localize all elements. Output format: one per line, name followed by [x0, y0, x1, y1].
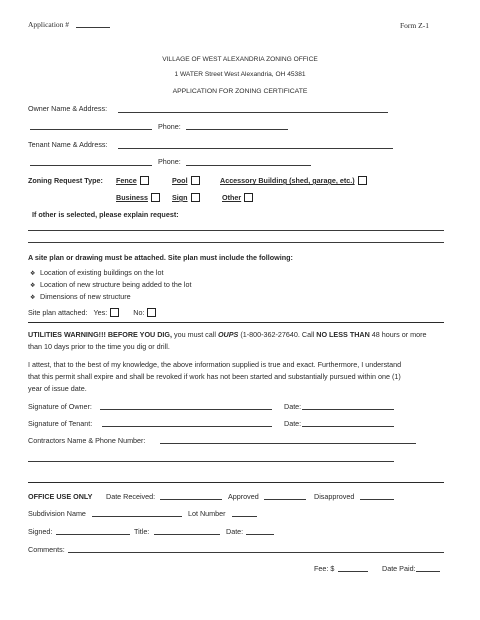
- contractor-label: Contractors Name & Phone Number:: [28, 436, 146, 445]
- page-title: APPLICATION FOR ZONING CERTIFICATE: [172, 88, 308, 95]
- lot-number-field[interactable]: [232, 516, 257, 517]
- option-accessory-building[interactable]: [220, 176, 367, 185]
- subdivision-label: Subdivision Name: [28, 509, 86, 518]
- divider: [28, 322, 444, 323]
- site-plan-item-text: Dimensions of new structure: [40, 292, 131, 301]
- contractor-field-line2[interactable]: [28, 461, 394, 462]
- form-id: Form Z-1: [400, 21, 429, 30]
- attest-line: year of issue date.: [28, 384, 87, 393]
- tenant-phone-field[interactable]: [186, 165, 311, 166]
- tenant-label: Tenant Name & Address:: [28, 140, 108, 149]
- owner-address-field[interactable]: [118, 112, 388, 113]
- tenant-date-field[interactable]: [302, 426, 394, 427]
- owner-label: Owner Name & Address:: [28, 104, 108, 113]
- tenant-date-label: Date:: [284, 419, 302, 428]
- owner-signature-field[interactable]: [100, 409, 272, 410]
- option-business-label: Business: [116, 193, 148, 202]
- title-field[interactable]: [154, 534, 220, 535]
- application-number-label: Application #: [28, 20, 70, 29]
- warning-text: (1-800-362-27640. Call: [238, 330, 317, 339]
- no-checkbox[interactable]: [147, 308, 156, 317]
- contractor-field[interactable]: [160, 443, 416, 444]
- diamond-bullet-icon: ❖: [30, 295, 36, 301]
- site-plan-item: [30, 292, 131, 301]
- sign-checkbox[interactable]: [191, 193, 200, 202]
- option-fence[interactable]: [116, 176, 149, 185]
- zoning-request-label: Zoning Request Type:: [28, 176, 103, 185]
- business-checkbox[interactable]: [151, 193, 160, 202]
- tenant-phone-label: Phone:: [158, 157, 181, 166]
- other-checkbox[interactable]: [244, 193, 253, 202]
- site-plan-instruction: A site plan or drawing must be attached. Site plan must include the following:: [28, 253, 293, 262]
- site-plan-attached: [28, 308, 156, 317]
- site-plan-item-text: Location of existing buildings on the lot: [40, 268, 164, 277]
- attest-line: I attest, that to the best of my knowledge, the above information supplied is true and exact. Furthermore, I understand: [28, 360, 402, 369]
- owner-date-field[interactable]: [302, 409, 394, 410]
- date-received-label: Date Received:: [106, 492, 156, 501]
- disapproved-field[interactable]: [360, 499, 394, 500]
- signed-label: Signed:: [28, 527, 53, 536]
- owner-address-line2-field[interactable]: [30, 129, 152, 130]
- accessory-checkbox[interactable]: [358, 176, 367, 185]
- subdivision-field[interactable]: [92, 516, 182, 517]
- office-date-field[interactable]: [246, 534, 274, 535]
- date-paid-label: Date Paid:: [382, 564, 416, 573]
- title-label: Title:: [134, 527, 150, 536]
- disapproved-label: Disapproved: [314, 492, 355, 501]
- divider: [28, 482, 444, 483]
- tenant-address-line2-field[interactable]: [30, 165, 152, 166]
- comments-field[interactable]: [68, 552, 444, 553]
- fee-field[interactable]: [338, 571, 368, 572]
- utilities-warning-line2: than 10 days prior to the time you dig or drill.: [28, 342, 170, 351]
- approved-field[interactable]: [264, 499, 306, 500]
- approved-label: Approved: [228, 492, 259, 501]
- diamond-bullet-icon: ❖: [30, 271, 36, 277]
- diamond-bullet-icon: ❖: [30, 283, 36, 289]
- application-number-field[interactable]: [76, 27, 110, 28]
- option-fence-label: Fence: [116, 176, 137, 185]
- option-other-label: Other: [222, 193, 242, 202]
- oups: OUPS: [217, 330, 239, 339]
- explain-field-line2[interactable]: [28, 242, 444, 243]
- office-use-title: OFFICE USE ONLY: [28, 492, 93, 501]
- owner-date-label: Date:: [284, 402, 302, 411]
- option-accessory-label: Accessory Building (shed, garage, etc.): [220, 176, 355, 185]
- option-pool-label: Pool: [172, 176, 188, 185]
- owner-phone-field[interactable]: [186, 129, 288, 130]
- owner-phone-label: Phone:: [158, 122, 181, 131]
- warning-bold: UTILITIES WARNING!!! BEFORE YOU DIG,: [28, 330, 173, 339]
- lot-number-label: Lot Number: [188, 509, 226, 518]
- signed-field[interactable]: [56, 534, 130, 535]
- site-plan-item: [30, 280, 191, 289]
- fee-label: Fee: $: [314, 564, 335, 573]
- office-address: 1 WATER Street West Alexandria, OH 45381: [174, 71, 306, 78]
- date-received-field[interactable]: [160, 499, 222, 500]
- date-paid-field[interactable]: [416, 571, 440, 572]
- explain-label: If other is selected, please explain request:: [32, 210, 179, 219]
- tenant-address-field[interactable]: [118, 148, 393, 149]
- tenant-signature-field[interactable]: [102, 426, 272, 427]
- option-business[interactable]: [116, 193, 160, 202]
- owner-signature-label: Signature of Owner:: [28, 402, 92, 411]
- explain-field-line1[interactable]: [28, 230, 444, 231]
- warning-text: 48 hours or more: [369, 330, 427, 339]
- office-date-label: Date:: [226, 527, 244, 536]
- yes-label: Yes:: [93, 308, 108, 317]
- warning-text: you must call: [172, 330, 218, 339]
- site-plan-attached-label: Site plan attached:: [28, 308, 88, 317]
- option-other[interactable]: [222, 193, 253, 202]
- tenant-signature-label: Signature of Tenant:: [28, 419, 93, 428]
- attest-line: that this permit shall expire and shall be revoked if work has not been started and substantially pursued within one (1): [28, 372, 401, 381]
- fence-checkbox[interactable]: [140, 176, 149, 185]
- site-plan-item-text: Location of new structure being added to the lot: [40, 280, 192, 289]
- option-sign[interactable]: [172, 193, 200, 202]
- no-label: No:: [133, 308, 145, 317]
- comments-label: Comments:: [28, 545, 65, 554]
- site-plan-item: [30, 268, 163, 277]
- no-less-than: NO LESS THAN: [316, 330, 370, 339]
- option-sign-label: Sign: [172, 193, 188, 202]
- utilities-warning: [28, 330, 427, 339]
- option-pool[interactable]: [172, 176, 200, 185]
- office-name: VILLAGE OF WEST ALEXANDRIA ZONING OFFICE: [162, 56, 318, 63]
- yes-checkbox[interactable]: [110, 308, 119, 317]
- pool-checkbox[interactable]: [191, 176, 200, 185]
